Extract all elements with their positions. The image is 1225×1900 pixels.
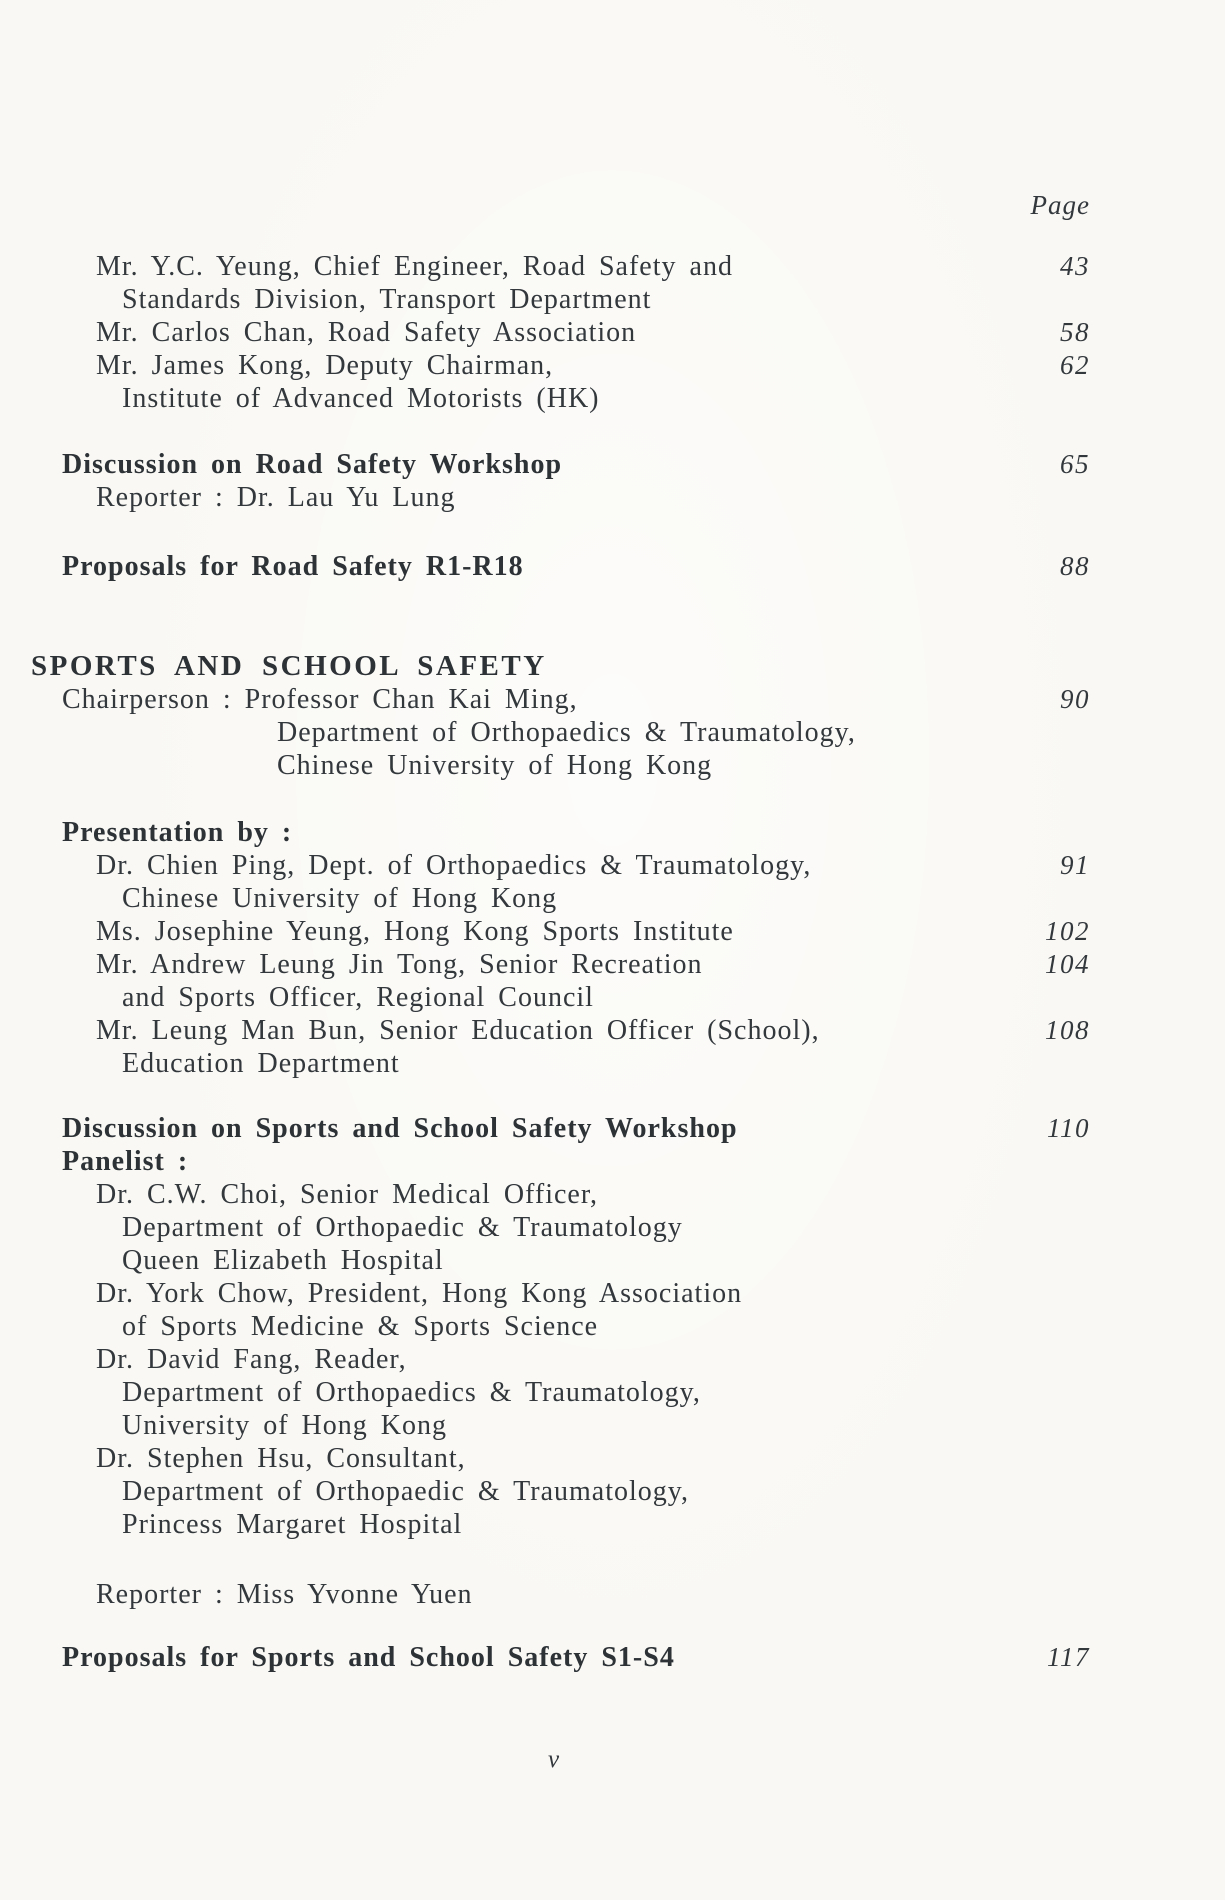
toc-line-text: Proposals for Road Safety R1-R18	[62, 551, 524, 582]
toc-line	[31, 650, 1225, 683]
toc-line-text: University of Hong Kong	[122, 1410, 447, 1441]
toc-line	[96, 1277, 1225, 1310]
toc-body	[0, 250, 1225, 1674]
toc-line-text: Chairperson : Professor Chan Kai Ming,	[62, 684, 578, 715]
toc-line	[62, 816, 1225, 849]
toc-page-number: 102	[1045, 916, 1090, 946]
toc-line	[122, 981, 1225, 1014]
toc-line-text: Discussion on Sports and School Safety Workshop	[62, 1113, 738, 1144]
toc-line-text: Mr. James Kong, Deputy Chairman,	[96, 350, 554, 381]
toc-page-number: 117	[1047, 1642, 1090, 1672]
toc-line	[96, 849, 1225, 882]
toc-line	[122, 1047, 1225, 1080]
toc-line	[122, 1508, 1225, 1541]
toc-page-number: 65	[1060, 449, 1090, 479]
toc-line-text: Department of Orthopaedic & Traumatology,	[122, 1476, 689, 1507]
toc-line-text: Department of Orthopaedics & Traumatology,	[122, 1377, 701, 1408]
toc-line	[96, 349, 1225, 382]
toc-line-text: Chinese University of Hong Kong	[277, 750, 713, 781]
toc-page-number: 90	[1060, 684, 1090, 714]
toc-line	[96, 1578, 1225, 1611]
toc-line-text: Dr. Chien Ping, Dept. of Orthopaedics & Traumatology,	[96, 850, 812, 881]
toc-line-text: Reporter : Dr. Lau Yu Lung	[96, 482, 456, 513]
toc-page-number: 110	[1047, 1113, 1090, 1143]
toc-line	[122, 1376, 1225, 1409]
toc-page-number: 108	[1045, 1015, 1090, 1045]
toc-line	[96, 481, 1225, 514]
toc-line	[62, 683, 1225, 716]
toc-line	[62, 1112, 1225, 1145]
toc-line-text: Education Department	[122, 1048, 400, 1079]
toc-page-number: 104	[1045, 949, 1090, 979]
toc-page-number: 43	[1060, 251, 1090, 281]
toc-line	[96, 1343, 1225, 1376]
toc-line	[96, 915, 1225, 948]
toc-line-text: Mr. Andrew Leung Jin Tong, Senior Recreation	[96, 949, 703, 980]
toc-line-text: Ms. Josephine Yeung, Hong Kong Sports Institute	[96, 916, 734, 947]
toc-line-text: Department of Orthopaedic & Traumatology	[122, 1212, 683, 1243]
toc-line	[62, 448, 1225, 481]
toc-page-number: 58	[1060, 317, 1090, 347]
page-column-header: Page	[1030, 190, 1090, 220]
toc-page-number: 62	[1060, 350, 1090, 380]
toc-line-text: Institute of Advanced Motorists (HK)	[122, 383, 600, 414]
toc-line	[96, 948, 1225, 981]
toc-line-text: Reporter : Miss Yvonne Yuen	[96, 1579, 473, 1610]
toc-line	[122, 1409, 1225, 1442]
toc-line-text: Panelist :	[62, 1146, 189, 1177]
toc-line	[277, 749, 1225, 782]
footer-page-number: v	[548, 1746, 560, 1773]
toc-line-text: Mr. Y.C. Yeung, Chief Engineer, Road Safety and	[96, 251, 733, 282]
toc-page-number: 88	[1060, 551, 1090, 581]
toc-line-text: and Sports Officer, Regional Council	[122, 982, 594, 1013]
toc-line-text: Mr. Leung Man Bun, Senior Education Officer (School),	[96, 1015, 820, 1046]
toc-line-text: Mr. Carlos Chan, Road Safety Association	[96, 317, 637, 348]
toc-line-text: Presentation by :	[62, 817, 293, 848]
toc-line-text: Department of Orthopaedics & Traumatology,	[277, 717, 856, 748]
toc-line-text: SPORTS AND SCHOOL SAFETY	[31, 650, 547, 682]
toc-line	[96, 1014, 1225, 1047]
toc-line	[122, 1244, 1225, 1277]
toc-line-text: of Sports Medicine & Sports Science	[122, 1311, 599, 1342]
toc-line-text: Proposals for Sports and School Safety S1-S4	[62, 1642, 675, 1673]
toc-line-text: Dr. C.W. Choi, Senior Medical Officer,	[96, 1179, 599, 1210]
toc-line-text: Standards Division, Transport Department	[122, 284, 652, 315]
toc-line	[96, 1178, 1225, 1211]
toc-line-text: Dr. York Chow, President, Hong Kong Association	[96, 1278, 743, 1309]
toc-line-text: Dr. Stephen Hsu, Consultant,	[96, 1443, 466, 1474]
toc-line	[277, 716, 1225, 749]
toc-line	[62, 1145, 1225, 1178]
toc-line	[122, 882, 1225, 915]
toc-line	[96, 250, 1225, 283]
toc-line-text: Chinese University of Hong Kong	[122, 883, 558, 914]
toc-line	[122, 382, 1225, 415]
toc-line	[122, 1310, 1225, 1343]
toc-line-text: Queen Elizabeth Hospital	[122, 1245, 444, 1276]
toc-line-text: Discussion on Road Safety Workshop	[62, 449, 563, 480]
toc-line	[122, 1475, 1225, 1508]
toc-line	[122, 1211, 1225, 1244]
toc-line	[96, 316, 1225, 349]
toc-line-text: Princess Margaret Hospital	[122, 1509, 463, 1540]
toc-page-number: 91	[1060, 850, 1090, 880]
toc-line	[62, 1641, 1225, 1674]
toc-line	[122, 283, 1225, 316]
toc-line	[62, 550, 1225, 583]
toc-line	[96, 1442, 1225, 1475]
toc-line-text: Dr. David Fang, Reader,	[96, 1344, 407, 1375]
